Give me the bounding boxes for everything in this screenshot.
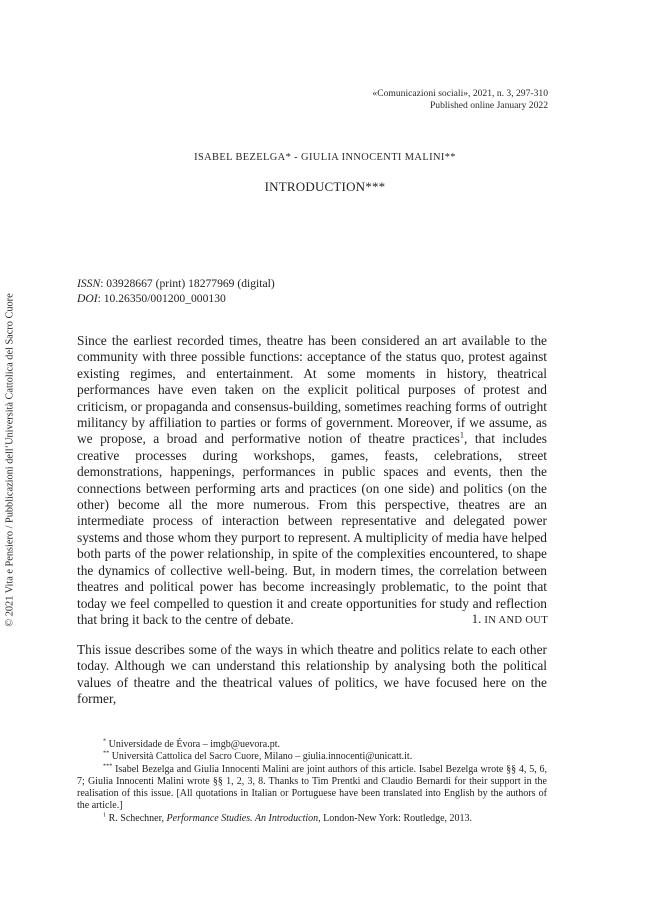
footnote-4-book-title: Performance Studies. An Introduction xyxy=(166,812,319,824)
footnote-3-mark: *** xyxy=(103,762,113,770)
article-identifiers xyxy=(77,276,275,306)
section-paragraph: This issue describes some of the ways in which theatre and politics relate to each other today. Although we can understand this relationship by analysing both the political values of theatre and the theatrical values of politics, we have focused here on the former, xyxy=(77,642,547,707)
section-heading xyxy=(472,612,548,627)
footnote-ref-1[interactable]: 1 xyxy=(459,430,465,440)
journal-header xyxy=(372,88,548,112)
article-authors: ISABEL BEZELGA* - GIULIA INNOCENTI MALINI** xyxy=(194,152,456,163)
footnote-2 xyxy=(77,751,547,763)
footnote-2-mark: ** xyxy=(103,749,110,757)
intro-text-part2: , that includes creative processes during workshops, games, feasts, celebrations, street demonstrations, happenings, performances in public spaces and events, then the connections between performing arts and practices (on one side) and politics (on the other) become all the more numerous. From this perspective, theatres are an intermediate process of interaction between representative and delegated power systems and those whom they purport to represent. A multiplicity of media have helped both parts of the power relationship, in spite of the complexities encountered, to shape the dynamics of collective well-being. But, in modern times, the correlation between theatres and political power has become increasingly problematic, to the point that today we feel compelled to question it and create opportunities for study and reflection that bring it back to the centre of debate. xyxy=(77,431,547,627)
footnote-4 xyxy=(77,813,547,825)
intro-text-part1: Since the earliest recorded times, theatre has been considered an art available to the community with three possible functions: acceptance of the status quo, protest against existing regimes, and entertainment. At some moments in history, theatrical performances have even taken on the explicit political purposes of protest and criticism, or propaganda and consensus-building, sometimes reaching forms of outright militancy by affiliation to parties or forms of government. Moreover, if we assume, as we propose, a broad and performative notion of theatre practices xyxy=(77,333,547,447)
footnote-1-mark: * xyxy=(103,737,107,745)
issn-label: ISSN xyxy=(77,277,101,290)
issn-value: : 03928667 (print) 18277969 (digital) xyxy=(100,277,275,290)
footnote-4-text-a: R. Schechner, xyxy=(106,812,167,824)
section-number: 1. xyxy=(471,612,482,626)
journal-citation: «Comunicazioni sociali», 2021, n. 3, 297-310 xyxy=(372,88,548,99)
footnotes xyxy=(77,739,547,825)
intro-paragraph xyxy=(77,333,547,628)
section-title: IN AND OUT xyxy=(484,615,548,626)
issn-line xyxy=(77,276,275,291)
footnote-2-text: Università Cattolica del Sacro Cuore, Milano – giulia.innocenti@unicatt.it. xyxy=(109,751,413,763)
doi-label: DOI xyxy=(77,292,98,305)
doi-value: : 10.26350/001200_000130 xyxy=(97,292,226,305)
footnote-4-mark: 1 xyxy=(103,811,107,819)
footnote-3 xyxy=(77,764,547,813)
footnote-1 xyxy=(77,739,547,751)
footnote-4-text-b: , London-New York: Routledge, 2013. xyxy=(318,812,473,824)
publication-date: Published online January 2022 xyxy=(429,100,548,111)
footnote-1-text: Universidade de Évora – imgb@uevora.pt. xyxy=(106,739,280,750)
article-title: INTRODUCTION*** xyxy=(264,179,386,194)
copyright-text: © 2021 Vita e Pensiero / Pubblicazioni dell’Università Cattolica del Sacro Cuore xyxy=(4,293,16,627)
footnote-3-text: Isabel Bezelga and Giulia Innocenti Malini are joint authors of this article. Isabel Bezelga wrote §§ 4, 5, 6, 7; Giulia Innocenti Malini wrote §§ 1, 2, 3, 8. Thanks to Tim Prentki and Claudio Bernardi for their support in the realisation of this issue. [All quotations in Italian or Portuguese have been translated into English by the authors of the article.] xyxy=(77,763,547,812)
doi-line xyxy=(77,291,275,306)
